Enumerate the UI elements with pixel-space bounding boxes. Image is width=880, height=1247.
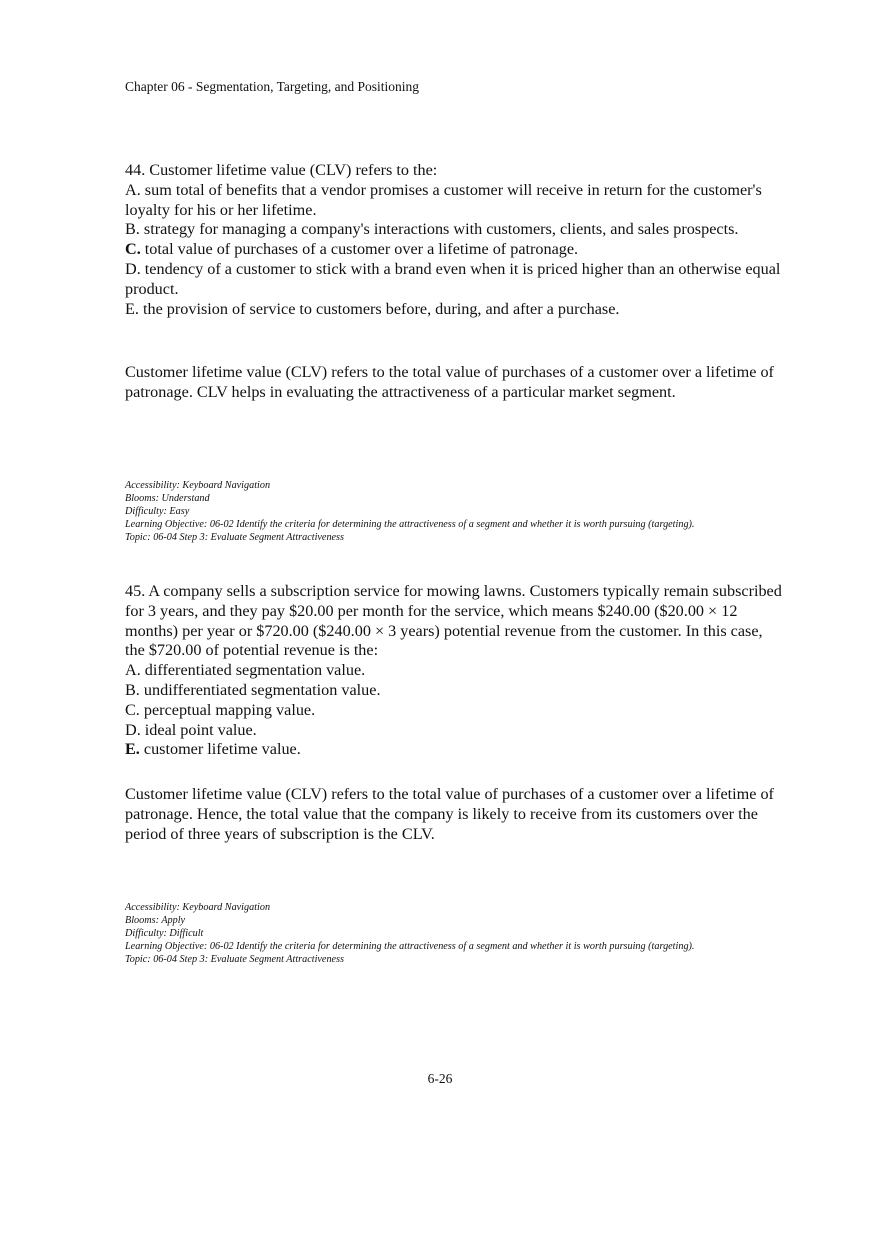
option-letter: D.	[125, 259, 141, 278]
meta-learning-objective: Learning Objective: 06-02 Identify the criteria for determining the attractiveness of a segment and whether it is worth pursuing (targeting).	[125, 519, 695, 531]
question-stem: 45. A company sells a subscription service for mowing lawns. Customers typically remain subscribed for 3 years, and they pay $20.00 per month for the service, which means $240.00 ($20.00 × 12 months) per year or $720.00 ($240.00 × 3 years) potential revenue from the customer. In this case, the $720.00 of potential revenue is the:	[125, 582, 782, 660]
option-letter: B.	[125, 680, 140, 699]
answer-explanation: Customer lifetime value (CLV) refers to the total value of purchases of a customer over a lifetime of patronage. CLV helps in evaluating the attractiveness of a particular market segment.	[125, 363, 774, 402]
option-text: perceptual mapping value.	[143, 700, 316, 719]
answer-explanation: Customer lifetime value (CLV) refers to the total value of purchases of a customer over a lifetime of patronage. Hence, the total value that the company is likely to receive from its customers over the period of three years of subscription is the CLV.	[125, 785, 774, 844]
meta-accessibility: Accessibility: Keyboard Navigation	[125, 480, 271, 491]
option-letter: E.	[125, 740, 140, 759]
answer-option-d	[125, 721, 785, 741]
option-letter: A.	[125, 180, 141, 199]
option-text: tendency of a customer to stick with a brand even when it is priced higher than an otherwise equal product.	[125, 259, 781, 298]
answer-option-c	[125, 701, 785, 721]
question-45	[125, 582, 785, 760]
answer-option-c	[125, 240, 785, 260]
answer-option-b	[125, 681, 785, 701]
option-letter: D.	[125, 720, 141, 739]
option-letter: C.	[125, 700, 140, 719]
meta-difficulty: Difficulty: Difficult	[125, 928, 204, 940]
answer-option-d	[125, 260, 785, 300]
option-text: customer lifetime value.	[143, 740, 301, 759]
option-text: sum total of benefits that a vendor promises a customer will receive in return for the customer's loyalty for his or her lifetime.	[125, 180, 762, 219]
answer-option-e	[125, 740, 785, 760]
meta-blooms: Blooms: Apply	[125, 915, 186, 927]
option-letter: A.	[125, 661, 141, 680]
option-text: strategy for managing a company's interactions with customers, clients, and sales prospects.	[143, 220, 739, 239]
question-stem: 44. Customer lifetime value (CLV) refers to the:	[125, 161, 438, 179]
option-text: the provision of service to customers before, during, and after a purchase.	[142, 299, 620, 318]
answer-option-a	[125, 661, 785, 681]
answer-option-a	[125, 181, 785, 221]
option-text: undifferentiated segmentation value.	[143, 680, 381, 699]
meta-topic: Topic: 06-04 Step 3: Evaluate Segment Attractiveness	[125, 532, 344, 544]
option-text: ideal point value.	[144, 720, 257, 739]
question-44	[125, 161, 785, 319]
option-letter: B.	[125, 220, 140, 239]
page-header: Chapter 06 - Segmentation, Targeting, and Positioning	[125, 79, 420, 94]
option-text: total value of purchases of a customer over a lifetime of patronage.	[144, 240, 579, 259]
answer-option-e	[125, 300, 785, 320]
question-metadata	[125, 901, 845, 966]
meta-blooms: Blooms: Understand	[125, 493, 210, 505]
page-number: 6-26	[427, 1071, 453, 1086]
answer-option-b	[125, 220, 785, 240]
meta-learning-objective: Learning Objective: 06-02 Identify the criteria for determining the attractiveness of a segment and whether it is worth pursuing (targeting).	[125, 941, 695, 953]
option-text: differentiated segmentation value.	[144, 661, 366, 680]
meta-accessibility: Accessibility: Keyboard Navigation	[125, 902, 271, 913]
option-letter: E.	[125, 299, 139, 318]
meta-topic: Topic: 06-04 Step 3: Evaluate Segment Attractiveness	[125, 954, 344, 966]
meta-difficulty: Difficulty: Easy	[125, 506, 190, 518]
option-letter: C.	[125, 240, 141, 259]
question-metadata	[125, 479, 845, 544]
